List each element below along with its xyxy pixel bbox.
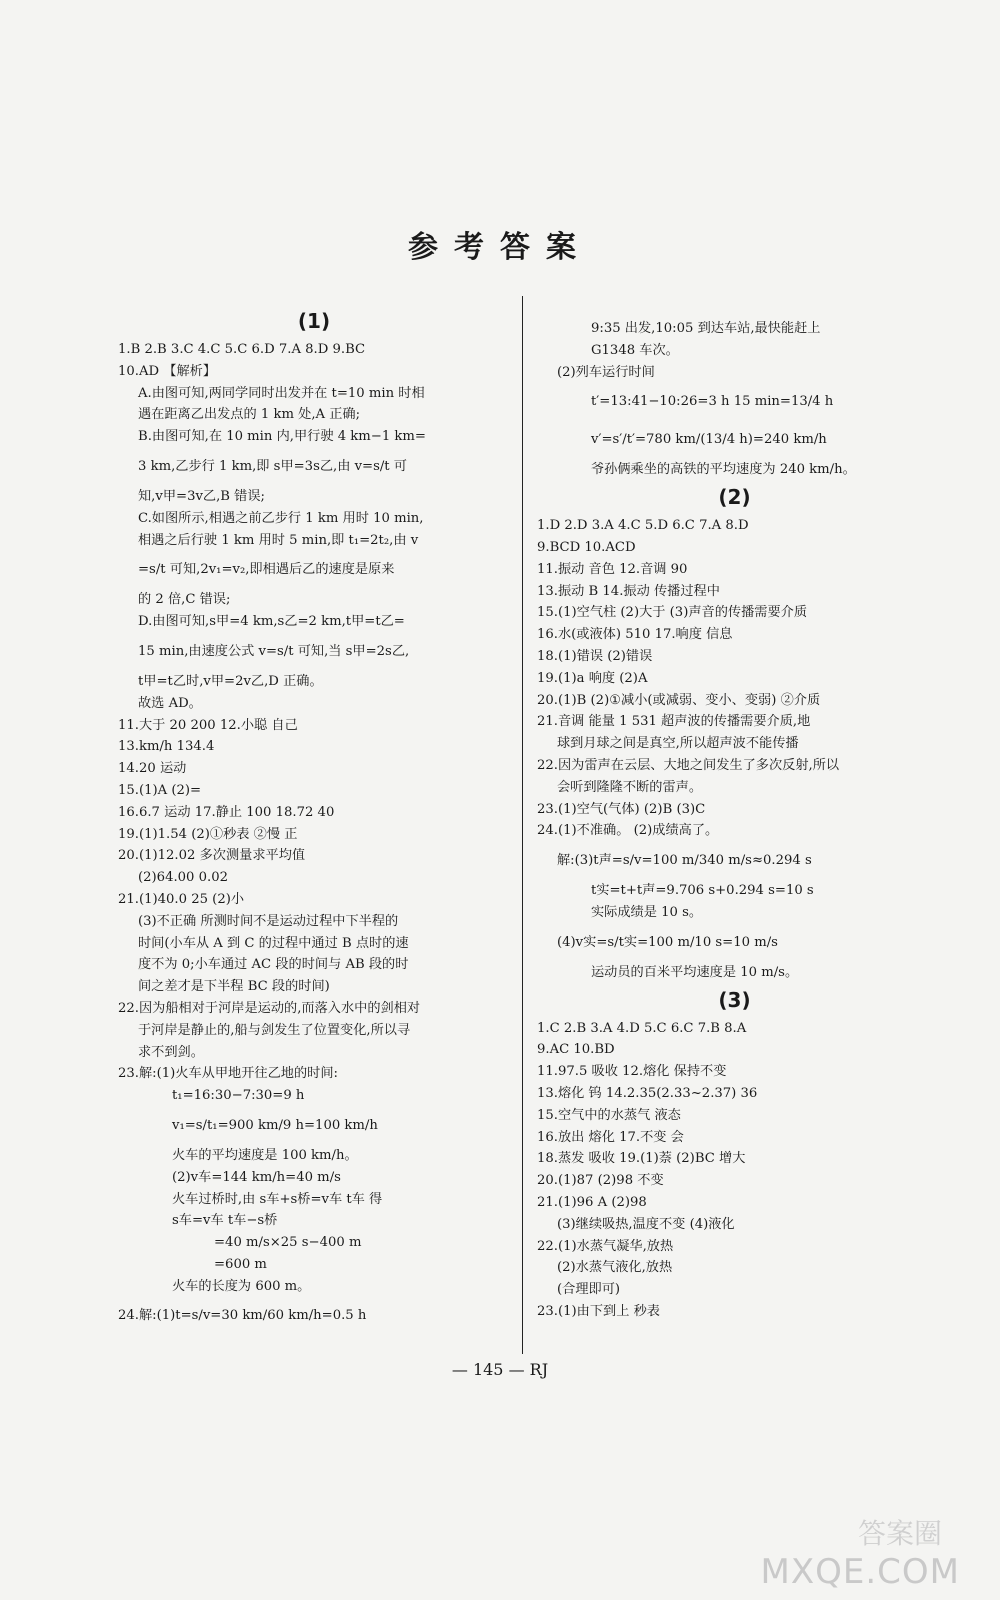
page-title: 参考答案 bbox=[408, 230, 592, 265]
answer-line: 9.AC 10.BD bbox=[537, 1042, 615, 1058]
watermark: MXQE.COM bbox=[760, 1552, 960, 1592]
answer-line: D.由图可知,s甲=4 km,s乙=2 km,t甲=t乙= bbox=[138, 614, 405, 630]
section-heading: (3) bbox=[718, 987, 751, 1012]
answer-line: v′=s′/t′=780 km/(13/4 h)=240 km/h bbox=[591, 432, 827, 448]
answer-line: 18.(1)错误 (2)错误 bbox=[537, 648, 653, 664]
answer-line: (2)64.00 0.02 bbox=[138, 870, 228, 886]
answer-line: t₁=16:30−7:30=9 h bbox=[172, 1088, 305, 1104]
answer-line: 求不到剑。 bbox=[138, 1044, 204, 1060]
answer-line: 于河岸是静止的,船与剑发生了位置变化,所以寻 bbox=[138, 1022, 411, 1038]
answer-line: 20.(1)87 (2)98 不变 bbox=[537, 1173, 664, 1189]
left-column bbox=[118, 305, 510, 1335]
answer-line: (合理即可) bbox=[557, 1282, 621, 1298]
answer-line: 23.解:(1)火车从甲地开往乙地的时间: bbox=[118, 1066, 338, 1082]
answer-line: 时间(小车从 A 到 C 的过程中通过 B 点时的速 bbox=[138, 935, 409, 951]
answer-line: (2)列车运行时间 bbox=[557, 364, 655, 380]
answer-line: 11.振动 音色 12.音调 90 bbox=[537, 561, 688, 577]
answer-line: 爷孙俩乘坐的高铁的平均速度为 240 km/h。 bbox=[591, 462, 856, 478]
answer-line: (2)v车=144 km/h=40 m/s bbox=[172, 1169, 341, 1185]
answer-line: 运动员的百米平均速度是 10 m/s。 bbox=[591, 964, 799, 980]
answer-line: t甲=t乙时,v甲=2v乙,D 正确。 bbox=[138, 673, 323, 689]
answer-line: 21.(1)40.0 25 (2)小 bbox=[118, 891, 245, 907]
answer-line: =40 m/s×25 s−400 m bbox=[214, 1235, 362, 1251]
answer-line: 火车的平均速度是 100 km/h。 bbox=[172, 1147, 358, 1163]
page-number: — 145 — RJ bbox=[451, 1360, 549, 1379]
answer-line: C.如图所示,相遇之前乙步行 1 km 用时 10 min, bbox=[138, 510, 424, 526]
answer-line: =s/t 可知,2v₁=v₂,即相遇后乙的速度是原来 bbox=[138, 562, 395, 578]
answer-line: 20.(1)B (2)①减小(或减弱、变小、变弱) ②介质 bbox=[537, 692, 821, 708]
answer-line: 21.(1)96 A (2)98 bbox=[537, 1194, 647, 1210]
answer-line: 24.解:(1)t=s/v=30 km/60 km/h=0.5 h bbox=[118, 1308, 367, 1324]
answer-line: 10.AD 【解析】 bbox=[118, 363, 217, 379]
answer-line: 24.(1)不准确。 (2)成绩高了。 bbox=[537, 823, 719, 839]
answer-line: =600 m bbox=[214, 1256, 267, 1272]
answer-line: (2)水蒸气液化,放热 bbox=[557, 1260, 673, 1276]
answer-line: (3)继续吸热,温度不变 (4)液化 bbox=[557, 1216, 735, 1232]
column-divider bbox=[522, 296, 523, 1354]
answer-line: (4)v实=s/t实=100 m/10 s=10 m/s bbox=[557, 934, 778, 950]
answer-line: 19.(1)a 响度 (2)A bbox=[537, 670, 648, 686]
answer-line: 20.(1)12.02 多次测量求平均值 bbox=[118, 848, 306, 864]
answer-line: 故选 AD。 bbox=[138, 695, 202, 711]
answer-line: 22.因为船相对于河岸是运动的,而落入水中的剑相对 bbox=[118, 1000, 421, 1016]
right-column bbox=[537, 318, 932, 1323]
answer-line: 13.km/h 134.4 bbox=[118, 739, 215, 755]
answer-line: 球到月球之间是真空,所以超声波不能传播 bbox=[557, 736, 799, 752]
answer-line: 9:35 出发,10:05 到达车站,最快能赶上 bbox=[591, 321, 821, 336]
answer-line: (3)不正确 所测时间不是运动过程中下半程的 bbox=[138, 913, 399, 929]
answer-line: 火车过桥时,由 s车+s桥=v车 t车 得 bbox=[172, 1191, 383, 1207]
answer-line: 知,v甲=3v乙,B 错误; bbox=[138, 488, 265, 504]
answer-line: t实=t+t声=9.706 s+0.294 s=10 s bbox=[591, 883, 814, 899]
answer-line: s车=v车 t车−s桥 bbox=[172, 1213, 278, 1229]
answer-line: 21.音调 能量 1 531 超声波的传播需要介质,地 bbox=[537, 714, 811, 730]
answer-line: B.由图可知,在 10 min 内,甲行驶 4 km−1 km= bbox=[138, 429, 426, 445]
answer-line: 1.B 2.B 3.C 4.C 5.C 6.D 7.A 8.D 9.BC bbox=[118, 342, 366, 357]
answer-line: 22.(1)水蒸气凝华,放热 bbox=[537, 1238, 674, 1254]
answer-line: t′=13:41−10:26=3 h 15 min=13/4 h bbox=[591, 394, 834, 410]
answer-line: 16.6.7 运动 17.静止 100 18.72 40 bbox=[118, 804, 335, 820]
answer-line: 18.蒸发 吸收 19.(1)萘 (2)BC 增大 bbox=[537, 1151, 746, 1167]
answer-line: 16.水(或液体) 510 17.响度 信息 bbox=[537, 627, 733, 643]
answer-line: 23.(1)由下到上 秒表 bbox=[537, 1303, 660, 1319]
section-heading: (2) bbox=[718, 485, 751, 510]
answer-line: 度不为 0;小车通过 AC 段的时间与 AB 段的时 bbox=[138, 957, 409, 973]
answer-line: 遇在距离乙出发点的 1 km 处,A 正确; bbox=[138, 407, 361, 423]
answer-line: 相遇之后行驶 1 km 用时 5 min,即 t₁=2t₂,由 v bbox=[138, 532, 419, 548]
answer-line: 13.熔化 钨 14.2.35(2.33~2.37) 36 bbox=[537, 1085, 758, 1101]
answer-line: 15.(1)A (2)= bbox=[118, 782, 202, 798]
answer-line: 9.BCD 10.ACD bbox=[537, 539, 636, 555]
answer-line: 3 km,乙步行 1 km,即 s甲=3s乙,由 v=s/t 可 bbox=[138, 458, 407, 474]
answer-line: 1.D 2.D 3.A 4.C 5.D 6.C 7.A 8.D bbox=[537, 518, 749, 534]
answer-line: 解:(3)t声=s/v=100 m/340 m/s≈0.294 s bbox=[557, 853, 812, 869]
answer-line: 15.(1)空气柱 (2)大于 (3)声音的传播需要介质 bbox=[537, 605, 808, 621]
answer-line: G1348 车次。 bbox=[591, 342, 679, 358]
answer-line: 15.空气中的水蒸气 液态 bbox=[537, 1107, 681, 1123]
answer-line: 11.97.5 吸收 12.熔化 保持不变 bbox=[537, 1064, 727, 1080]
answer-line: v₁=s/t₁=900 km/9 h=100 km/h bbox=[172, 1117, 378, 1133]
answer-line: 1.C 2.B 3.A 4.D 5.C 6.C 7.B 8.A bbox=[537, 1020, 747, 1036]
answer-line: 会听到隆隆不断的雷声。 bbox=[557, 779, 703, 795]
section-heading: (1) bbox=[297, 309, 331, 333]
answer-line: 23.(1)空气(气体) (2)B (3)C bbox=[537, 801, 706, 817]
answer-line: 的 2 倍,C 错误; bbox=[138, 592, 231, 608]
answer-line: A.由图可知,两同学同时出发并在 t=10 min 时相 bbox=[138, 385, 425, 401]
answer-line: 火车的长度为 600 m。 bbox=[172, 1278, 311, 1294]
answer-line: 实际成绩是 10 s。 bbox=[591, 904, 703, 920]
answer-line: 间之差才是下半程 BC 段的时间) bbox=[138, 979, 330, 995]
answer-line: 19.(1)1.54 (2)①秒表 ②慢 正 bbox=[118, 826, 298, 842]
answer-line: 15 min,由速度公式 v=s/t 可知,当 s甲=2s乙, bbox=[138, 643, 410, 659]
answer-line: 13.振动 B 14.振动 传播过程中 bbox=[537, 583, 720, 599]
answer-line: 22.因为雷声在云层、大地之间发生了多次反射,所以 bbox=[537, 757, 840, 773]
watermark-logo: 答案圈 bbox=[857, 1517, 942, 1550]
answer-line: 11.大于 20 200 12.小聪 自己 bbox=[118, 717, 298, 733]
answer-line: 16.放出 熔化 17.不变 会 bbox=[537, 1129, 684, 1145]
answer-line: 14.20 运动 bbox=[118, 761, 187, 777]
